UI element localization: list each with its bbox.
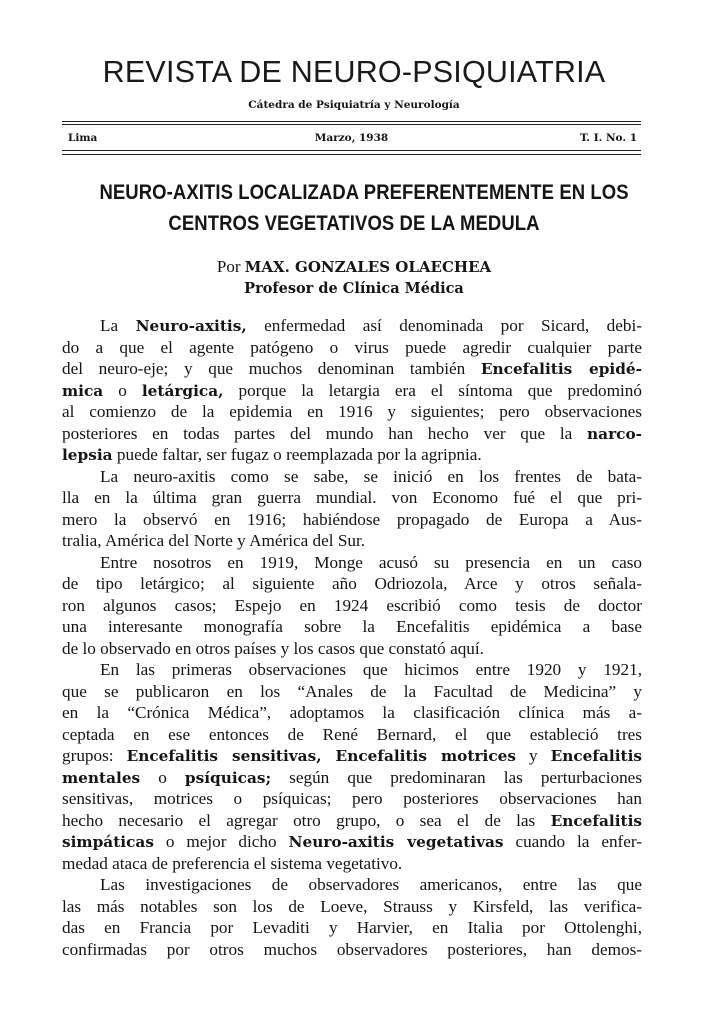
body-line [62,896,642,918]
body-line [62,315,642,337]
journal-title: REVISTA DE NEURO-PSIQUIATRIA [102,55,606,89]
text-run: enfermedad así denominada por Sicard, debi- [246,316,642,335]
header-rule-top [62,121,641,122]
bold-term: Encefalitis sensitivas, Encefalitis motrices [126,747,516,765]
body-line [62,573,642,595]
article-title [99,177,629,239]
text-run: das en Francia por Levaditi y Harvier, en Italia por Ottolenghi, [62,918,642,937]
text-run: lla en la última gran guerra mundial. von Economo fué el que pri- [62,488,642,507]
bold-term: mica [62,381,104,400]
text-run: medad ataca de preferencia el sistema vegetativo. [62,853,403,873]
body-line [62,702,642,724]
text-run: Entre nosotros en 1919, Monge acusó su presencia en un caso [100,552,642,572]
body-line [62,337,642,359]
bold-term: narco- [587,424,642,443]
text-run: en la “Crónica Médica”, adoptamos la clasificación clínica más a- [62,703,642,722]
bold-term: Encefalitis epidé- [480,360,642,378]
body-line [62,638,642,660]
author-position: Profesor de Clínica Médica [244,280,464,297]
publication-date: Marzo, 1938 [314,132,389,144]
byline-prefix: Por [216,257,241,276]
body-line [62,681,642,703]
body-line [62,509,642,531]
text-run: de lo observado en otros países y los casos que constató aquí. [62,638,484,658]
bold-term: letárgica, [141,381,224,400]
body-line [62,444,642,466]
body-line [62,552,642,574]
text-run: según que predominaran las perturbaciones [271,767,643,787]
bold-term: Neuro-axitis vegetativas [288,833,504,851]
header-rule-bottom-thin [62,154,641,155]
text-run: ron algunos casos; Espejo en 1924 escribió como tesis de doctor [62,595,642,615]
text-run: de tipo letárgico; al siguiente año Odriozola, Arce y otros señala- [62,574,642,593]
header-rule-bottom [62,150,641,151]
body-line [62,810,642,832]
body-line [62,724,642,746]
article-title-line-2: CENTROS VEGETATIVOS DE LA MEDULA [168,211,540,235]
body-line [62,788,642,810]
text-run: grupos: [62,746,127,765]
author-name: MAX. GONZALES OLAECHEA [244,258,492,276]
body-line [62,831,642,853]
bold-term: mentales [62,768,141,787]
header-rule-top-thin [62,124,641,125]
body-line [62,616,642,638]
text-run: posteriores en todas partes del mundo han hecho ver que la [62,423,588,443]
text-run: La neuro-axitis como se sabe, se inició en los frentes de bata- [100,466,642,486]
byline [58,254,650,280]
body-line [62,423,642,445]
text-run: mero la observó en 1916; habiéndose propagado de Europa a Aus- [62,509,642,529]
text-run: tralia, América del Norte y América del Sur. [62,531,366,550]
body-line [62,939,642,961]
body-line [62,401,642,423]
body-line [62,853,642,875]
text-run: Las investigaciones de observadores americanos, entre las que [100,875,642,894]
article-body [62,315,642,960]
bold-term: lepsia [62,446,113,464]
text-run: las más notables son los de Loeve, Strauss y Kirsfeld, las verifica- [62,896,642,916]
body-line [62,874,642,896]
text-run: o [103,380,142,400]
text-run: porque la letargia era el síntoma que predominó [223,380,642,400]
text-run: En las primeras observaciones que hicimos entre 1920 y 1921, [100,660,642,679]
body-line [62,767,642,789]
text-run: confirmadas por otros muchos observadores posteriores, han demos- [62,939,642,959]
text-run: sensitivas, motrices o psíquicas; pero posteriores observaciones han [62,789,642,808]
text-run: hecho necesario el agregar otro grupo, o sea el de las [62,810,551,830]
body-line [62,595,642,617]
text-run: o [140,767,185,787]
bold-term: Neuro-axitis, [135,317,247,335]
body-line [62,358,642,380]
publication-place: Lima [68,132,98,144]
body-line [62,745,642,767]
body-line [62,380,642,402]
text-run: al comienzo de la epidemia en 1916 y siguientes; pero observaciones [62,402,642,421]
issue-info-bar [62,131,641,147]
body-line [62,466,642,488]
text-run: cuando la enfer- [503,832,642,851]
text-run: do a que el agente patógeno o virus puede agredir cualquier parte [62,337,642,357]
bold-term: simpáticas [62,833,154,851]
bold-term: psíquicas; [184,768,272,787]
bold-term: Encefalitis [550,747,643,765]
body-line [62,487,642,509]
text-run: La [100,316,136,335]
text-run: ceptada en ese entonces de René Bernard, el que estableció tres [62,724,642,744]
volume-issue: T. I. No. 1 [579,132,637,144]
body-line [62,659,642,681]
body-line [62,530,642,552]
bold-term: Encefalitis [550,811,642,830]
text-run: y [515,746,551,765]
body-line [62,917,642,939]
journal-subtitle: Cátedra de Psiquiatría y Neurología [248,99,460,111]
text-run: una interesante monografía sobre la Encefalitis epidémica a base [62,617,642,636]
text-run: del neuro-eje; y que muchos denominan también [62,359,481,378]
text-run: o mejor dicho [153,832,289,851]
article-title-line-1: NEURO-AXITIS LOCALIZADA PREFERENTEMENTE EN LOS [99,180,629,204]
text-run: que se publicaron en los “Anales de la Facultad de Medicina” y [62,681,642,701]
text-run: puede faltar, ser fugaz o reemplazada por la agripnia. [112,445,482,464]
